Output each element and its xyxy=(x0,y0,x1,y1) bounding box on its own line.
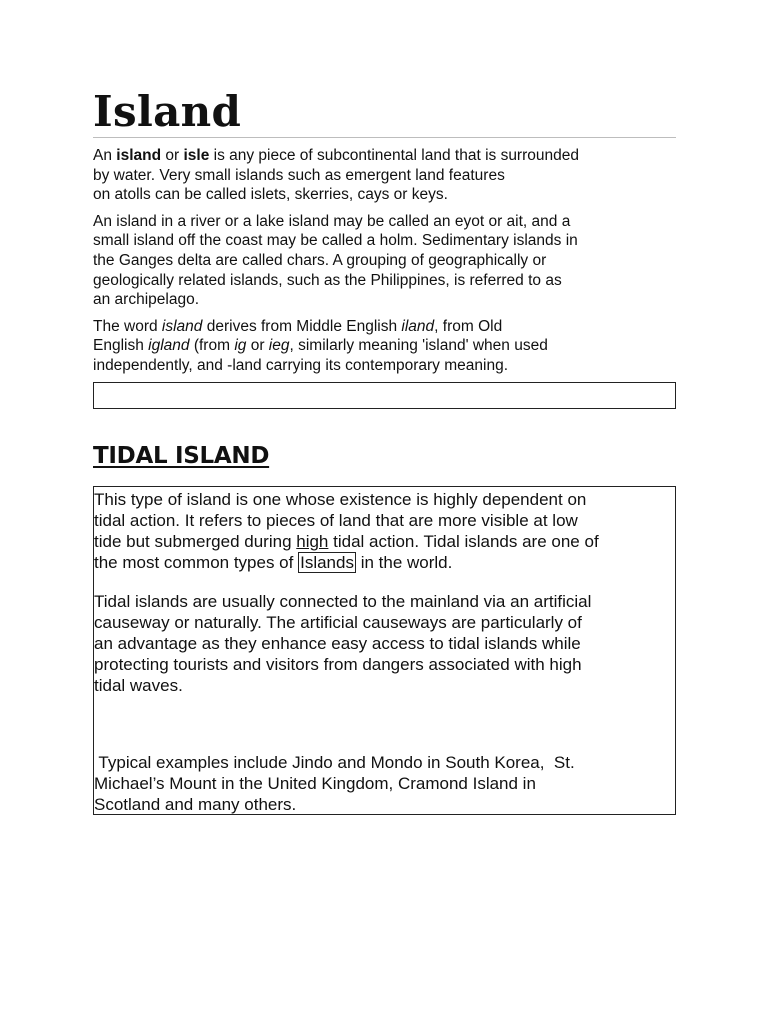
text-run: tide but submerged during xyxy=(94,532,297,551)
tidal-paragraph-2 xyxy=(94,591,591,696)
text-line: Scotland and many others. xyxy=(94,795,297,814)
text-line xyxy=(93,146,676,166)
italic-term: ig xyxy=(234,337,247,355)
text-line: Typical examples include Jindo and Mondo in South Korea, St. xyxy=(94,753,575,772)
tidal-island-text-box xyxy=(93,486,676,815)
underlined-word: high xyxy=(296,532,329,551)
page-title: Island xyxy=(93,87,242,136)
text-run: or xyxy=(161,147,184,164)
tidal-paragraph-1 xyxy=(94,489,599,573)
text-line: small island off the coast may be called a holm. Sedimentary islands in xyxy=(93,232,578,250)
text-line xyxy=(94,531,599,552)
text-line: An island in a river or a lake island may be called an eyot or ait, and a xyxy=(93,212,571,230)
text-line: causeway or naturally. The artificial causeways are particularly of xyxy=(94,613,582,632)
text-line: tidal action. It refers to pieces of land that are more visible at low xyxy=(94,511,578,530)
text-line: Tidal islands are usually connected to the mainland via an artificial xyxy=(94,592,592,611)
text-run: the most common types of xyxy=(94,553,299,572)
text-run: The word xyxy=(93,317,162,335)
text-run: , from Old xyxy=(434,317,503,335)
text-line xyxy=(93,336,676,356)
text-line: Michael’s Mount in the United Kingdom, Cramond Island in xyxy=(94,774,536,793)
text-run: tidal action. Tidal islands are one of xyxy=(328,532,599,551)
text-line: tidal waves. xyxy=(94,676,183,695)
text-run: or xyxy=(246,337,269,355)
title-divider xyxy=(93,137,676,138)
text-run: (from xyxy=(189,337,235,355)
text-line xyxy=(93,317,676,337)
italic-term: igland xyxy=(148,337,190,355)
italic-term: iland xyxy=(401,317,435,335)
text-line: protecting tourists and visitors from dangers associated with high xyxy=(94,655,582,674)
text-line: an advantage as they enhance easy access to tidal islands while xyxy=(94,634,581,653)
intro-section xyxy=(93,146,676,383)
text-run: in the world. xyxy=(355,553,453,572)
text-line xyxy=(94,552,599,573)
bold-term-isle: isle xyxy=(183,147,210,164)
bold-term-island: island xyxy=(116,147,162,164)
text-line: on atolls can be called islets, skerries, cays or keys. xyxy=(93,186,448,204)
islands-link[interactable]: Islands xyxy=(300,553,354,572)
text-line: geologically related islands, such as the Philippines, is referred to as xyxy=(93,271,562,289)
text-run: , similarly meaning 'island' when used xyxy=(289,337,548,355)
text-line: an archipelago. xyxy=(93,291,199,309)
italic-term: island xyxy=(161,317,203,335)
intro-paragraph-1 xyxy=(93,146,676,205)
italic-term: ieg xyxy=(268,337,290,355)
tidal-paragraph-3 xyxy=(94,752,575,815)
text-run: is any piece of subcontinental land that is surrounded xyxy=(209,147,579,164)
text-run: derives from Middle English xyxy=(202,317,402,335)
intro-paragraph-2 xyxy=(93,212,676,310)
text-run: An xyxy=(93,147,117,164)
text-run: English xyxy=(93,337,149,355)
text-line: independently, and -land carrying its contemporary meaning. xyxy=(93,356,509,374)
text-line: This type of island is one whose existence is highly dependent on xyxy=(94,490,587,509)
section-heading-tidal-island: TIDAL ISLAND xyxy=(93,443,270,469)
empty-text-box xyxy=(93,382,676,409)
text-line: by water. Very small islands such as emergent land features xyxy=(93,166,505,184)
text-line: the Ganges delta are called chars. A grouping of geographically or xyxy=(93,251,547,269)
intro-paragraph-3 xyxy=(93,317,676,376)
